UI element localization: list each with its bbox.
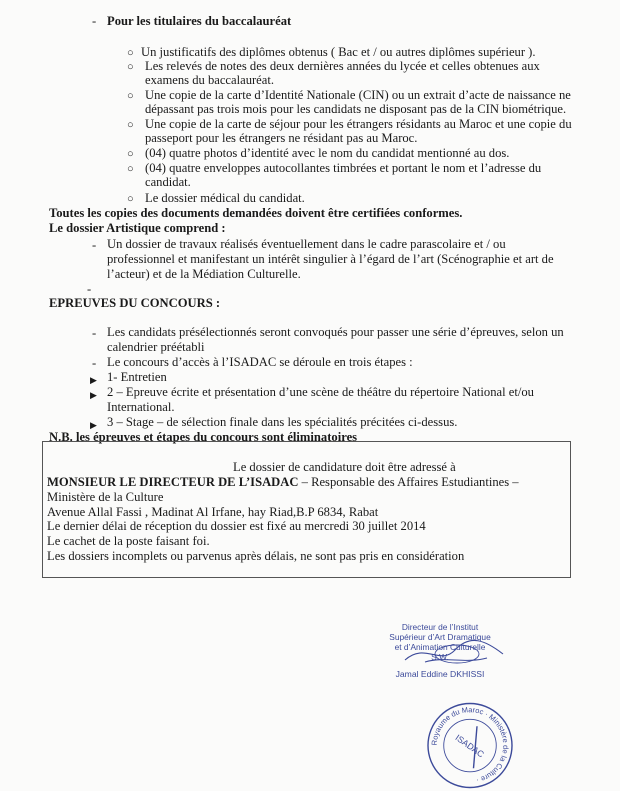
arrow-bullet-icon: ▶ [90, 390, 97, 400]
list-item: Les relevés de notes des deux dernières années du lycée et celles obtenues aux [145, 59, 540, 73]
list-item: (04) quatre enveloppes autocollantes timbrées et portant le nom et l’adresse du [145, 161, 542, 175]
step-item: 3 – Stage – de sélection finale dans les spécialités précitées ci-dessus. [107, 415, 458, 429]
recipient-name: MONSIEUR LE DIRECTEUR DE L’ISADAC [47, 475, 299, 489]
seal-ring-text: Royaume du Maroc · Ministère de la Culture · [429, 705, 511, 786]
signatory-name: Jamal Eddine DKHISSI [395, 669, 485, 679]
list-item: Une copie de la carte d’Identité Nationale (CIN) ou un extrait d’acte de naissance ne [145, 88, 571, 102]
epreuves-heading: EPREUVES DU CONCOURS : [49, 296, 221, 310]
circle-bullet-icon: ○ [127, 163, 134, 175]
artistic-text: professionnel et manifestant un intérêt singulier à l’égard de l’art (Scénographie et art de [107, 252, 554, 266]
dash-bullet: - [92, 326, 97, 340]
stamp-line: et d’Animation Culturelle [394, 642, 486, 652]
step-item-continued: International. [107, 400, 175, 414]
section-heading: Pour les titulaires du baccalauréat [107, 14, 292, 28]
artistic-text: l’acteur) et de la Médiation Culturelle. [107, 267, 301, 281]
epreuves-text: calendrier préétabli [107, 340, 205, 354]
step-item: 1- Entretien [107, 370, 167, 384]
recipient-line [47, 475, 519, 490]
postal-address: Avenue Allal Fassi , Madinat Al Irfane, hay Riad,B.P 6834, Rabat [47, 505, 379, 519]
list-item: Un justificatifs des diplômes obtenus ( Bac et / ou autres diplômes supérieur ). [141, 45, 536, 59]
list-item-continued: dépassant pas trois mois pour les candidats ne disposant pas de la CIN biométrique. [145, 102, 567, 116]
postmark-note: Le cachet de la poste faisant foi. [47, 534, 210, 548]
list-item: (04) quatre photos d’identité avec le nom du candidat mentionné au dos. [145, 146, 510, 160]
deadline: Le dernier délai de réception du dossier est fixé au mercredi 30 juillet 2014 [47, 519, 426, 533]
certified-note: Toutes les copies des documents demandées doivent être certifiées conformes. [49, 206, 463, 220]
artistic-text: Un dossier de travaux réalisés éventuellement dans le cadre parascolaire et / ou [107, 237, 506, 251]
recipient-role: – Responsable des Affaires Estudiantines – [298, 475, 519, 489]
circle-bullet-icon: ○ [127, 119, 134, 131]
list-item: Le dossier médical du candidat. [145, 191, 305, 205]
circle-bullet-icon: ○ [127, 148, 134, 160]
stamp-line: S.W. [431, 652, 449, 662]
stamp-line: Directeur de l’Institut [401, 622, 479, 632]
epreuves-text: Les candidats présélectionnés seront convoqués pour passer une série d’épreuves, selon un [107, 325, 564, 339]
address-intro: Le dossier de candidature doit être adressé à [233, 460, 456, 474]
incomplete-note: Les dossiers incomplets ou parvenus après délais, ne sont pas pris en considération [47, 549, 465, 563]
stamp-line: Supérieur d’Art Dramatique [389, 632, 491, 642]
artistic-heading: Le dossier Artistique comprend : [49, 221, 226, 235]
list-item-continued: passeport pour les étrangers ne résidant pas au Maroc. [145, 131, 418, 145]
list-item: Une copie de la carte de séjour pour les étrangers résidants au Maroc et une copie du [145, 117, 572, 131]
ministry: Ministère de la Culture [47, 490, 164, 504]
circle-bullet-icon: ○ [127, 47, 134, 59]
epreuves-text: Le concours d’accès à l’ISADAC se déroule en trois étapes : [107, 355, 413, 369]
list-item-continued: examens du baccalauréat. [145, 73, 275, 87]
official-seal-icon [418, 700, 522, 791]
dash-bullet: - [87, 282, 92, 296]
dash-bullet: - [92, 238, 97, 252]
signature-scribble-icon [395, 632, 515, 672]
seal-center-text: ISADAC [453, 732, 486, 760]
step-item: 2 – Epreuve écrite et présentation d’une scène de théâtre du répertoire National et/ou [107, 385, 534, 399]
circle-bullet-icon: ○ [127, 61, 134, 73]
dash-bullet: - [92, 356, 97, 370]
arrow-bullet-icon: ▶ [90, 375, 97, 385]
arrow-bullet-icon: ▶ [90, 420, 97, 430]
circle-bullet-icon: ○ [127, 90, 134, 102]
list-item-continued: candidat. [145, 175, 191, 189]
dash-bullet: - [92, 14, 97, 28]
nb-note: N.B. les épreuves et étapes du concours sont éliminatoires [49, 430, 358, 444]
circle-bullet-icon: ○ [127, 193, 134, 205]
